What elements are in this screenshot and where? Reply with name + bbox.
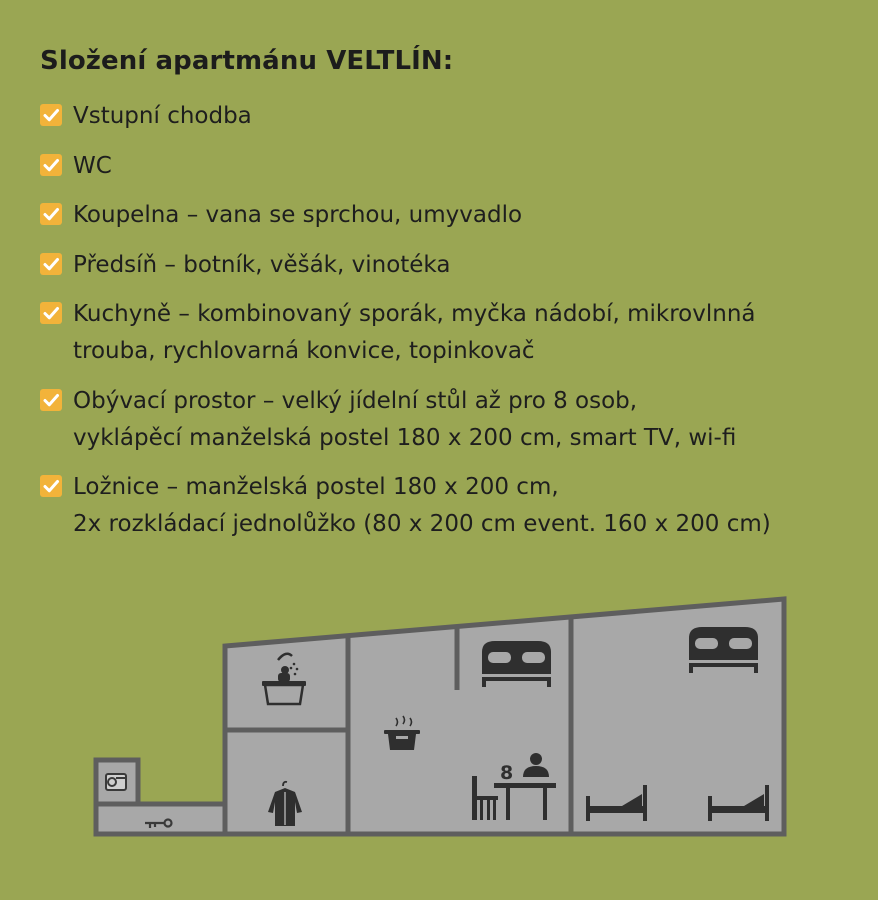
list-item-text: vyklápěcí manželská postel 180 x 200 cm, smart TV, wi-fi xyxy=(73,425,737,451)
list-item-text: Vstupní chodba xyxy=(73,103,252,129)
list-item-text: WC xyxy=(73,153,112,179)
toilet-paper-icon xyxy=(106,774,126,790)
list-item-text: Předsíň – botník, věšák, vinotéka xyxy=(73,252,451,278)
list-item-text: Kuchyně – kombinovaný sporák, myčka nádobí, mikrovlnná xyxy=(73,301,756,327)
entrance-hall-room xyxy=(96,804,225,834)
dining-capacity: 8 xyxy=(500,762,514,784)
list-item-text: Ložnice – manželská postel 180 x 200 cm, xyxy=(73,474,559,500)
page-title: Složení apartmánu VELTLÍN: xyxy=(40,46,454,76)
list-item-text: 2x rozkládací jednolůžko (80 x 200 cm event. 160 x 200 cm) xyxy=(73,511,771,537)
list-item-text: Obývací prostor – velký jídelní stůl až pro 8 osob, xyxy=(73,388,638,414)
double-bed-icon xyxy=(689,627,758,673)
double-bed-icon xyxy=(482,641,551,687)
list-item-text: trouba, rychlovarná konvice, topinkovač xyxy=(73,338,535,364)
list-item-text: Koupelna – vana se sprchou, umyvadlo xyxy=(73,202,523,228)
